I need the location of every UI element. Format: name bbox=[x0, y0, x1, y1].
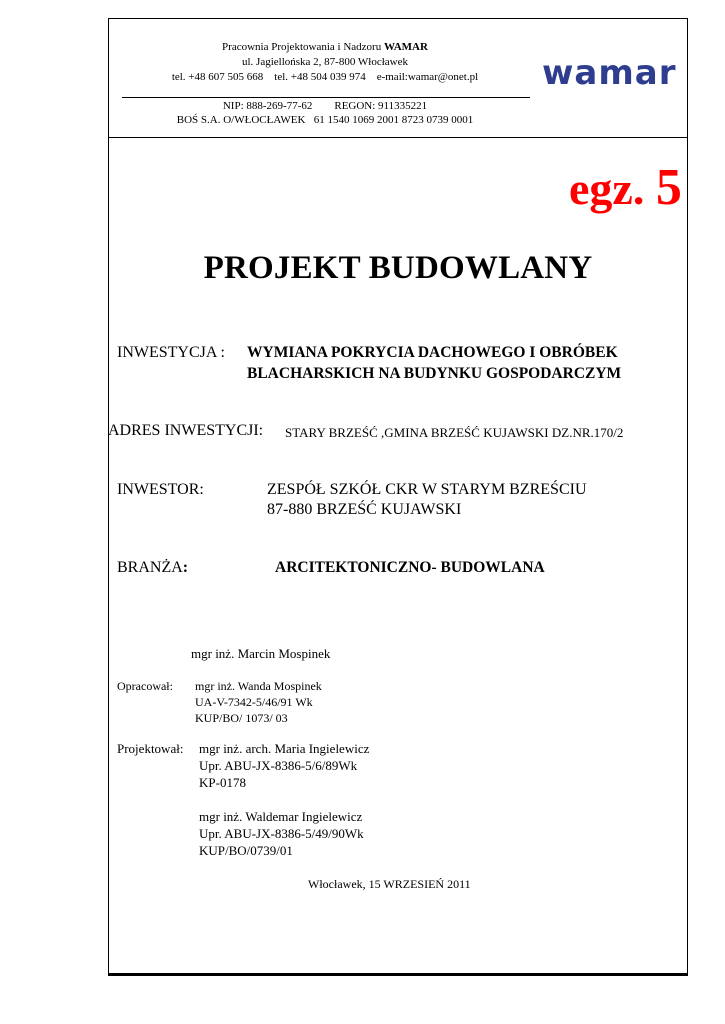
investor-label: INWESTOR: bbox=[117, 481, 204, 498]
investor-line-2: 87-880 BRZEŚĆ KUJAWSKI bbox=[267, 501, 462, 518]
wamar-logo bbox=[540, 56, 686, 90]
copy-digit: 5 bbox=[655, 159, 682, 216]
company-prefix: Pracownia Projektowania i Nadzoru bbox=[222, 41, 382, 53]
company-divider bbox=[122, 97, 530, 98]
address-value: STARY BRZEŚĆ ,GMINA BRZEŚĆ KUJAWSKI DZ.NR.170/2 bbox=[285, 425, 624, 440]
branch-colon: : bbox=[182, 559, 189, 576]
company-registry bbox=[120, 99, 530, 127]
designed-line-1: mgr inż. arch. Maria Ingielewicz bbox=[199, 741, 370, 756]
waldemar-line-2: Upr. ABU-JX-8386-5/49/90Wk bbox=[199, 826, 364, 841]
document-title: PROJEKT BUDOWLANY bbox=[203, 250, 593, 286]
branch-label bbox=[117, 559, 188, 577]
copy-prefix: egz. bbox=[569, 163, 645, 214]
branch-value: ARCITEKTONICZNO- BUDOWLANA bbox=[275, 559, 545, 576]
prepared-label: Opracował: bbox=[117, 679, 173, 693]
branch-label-text: BRANŻA bbox=[117, 559, 183, 576]
waldemar-line-1: mgr inż. Waldemar Ingielewicz bbox=[199, 809, 363, 824]
header-separator bbox=[108, 137, 688, 138]
company-name: WAMAR bbox=[383, 41, 428, 53]
marcin-name: mgr inż. Marcin Mospinek bbox=[191, 646, 331, 661]
waldemar-line-3: KUP/BO/0739/01 bbox=[199, 843, 293, 858]
place-date: Włocławek, 15 WRZESIEŃ 2011 bbox=[308, 877, 471, 891]
company-title bbox=[120, 40, 530, 55]
nip-regon: NIP: 888-269-77-62 REGON: 911335221 bbox=[222, 100, 428, 112]
prepared-line-2: UA-V-7342-5/46/91 Wk bbox=[195, 695, 313, 709]
investment-line-1: WYMIANA POKRYCIA DACHOWEGO I OBRÓBEK bbox=[247, 344, 618, 361]
address-label: ADRES INWESTYCJI: bbox=[108, 422, 264, 439]
designed-line-2: Upr. ABU-JX-8386-5/6/89Wk bbox=[199, 758, 358, 773]
logo-text: wamar bbox=[542, 56, 677, 90]
investment-label: INWESTYCJA : bbox=[117, 344, 225, 361]
company-contacts: tel. +48 607 505 668 tel. +48 504 039 974 e-mail:wamar@onet.pl bbox=[171, 71, 479, 83]
company-block bbox=[120, 40, 530, 85]
prepared-line-1: mgr inż. Wanda Mospinek bbox=[195, 679, 322, 693]
designed-label: Projektował: bbox=[117, 741, 184, 756]
company-address: ul. Jagiellońska 2, 87-800 Włocławek bbox=[242, 56, 408, 68]
designed-line-3: KP-0178 bbox=[199, 775, 246, 790]
prepared-line-3: KUP/BO/ 1073/ 03 bbox=[195, 711, 288, 725]
investment-line-2: BLACHARSKICH NA BUDYNKU GOSPODARCZYM bbox=[247, 365, 622, 382]
bank-account: BOŚ S.A. O/WŁOCŁAWEK 61 1540 1069 2001 8723 0739 0001 bbox=[176, 114, 474, 126]
copy-number bbox=[569, 160, 682, 217]
investor-line-1: ZESPÓŁ SZKÓŁ CKR W STARYM BZREŚCIU bbox=[267, 481, 587, 498]
